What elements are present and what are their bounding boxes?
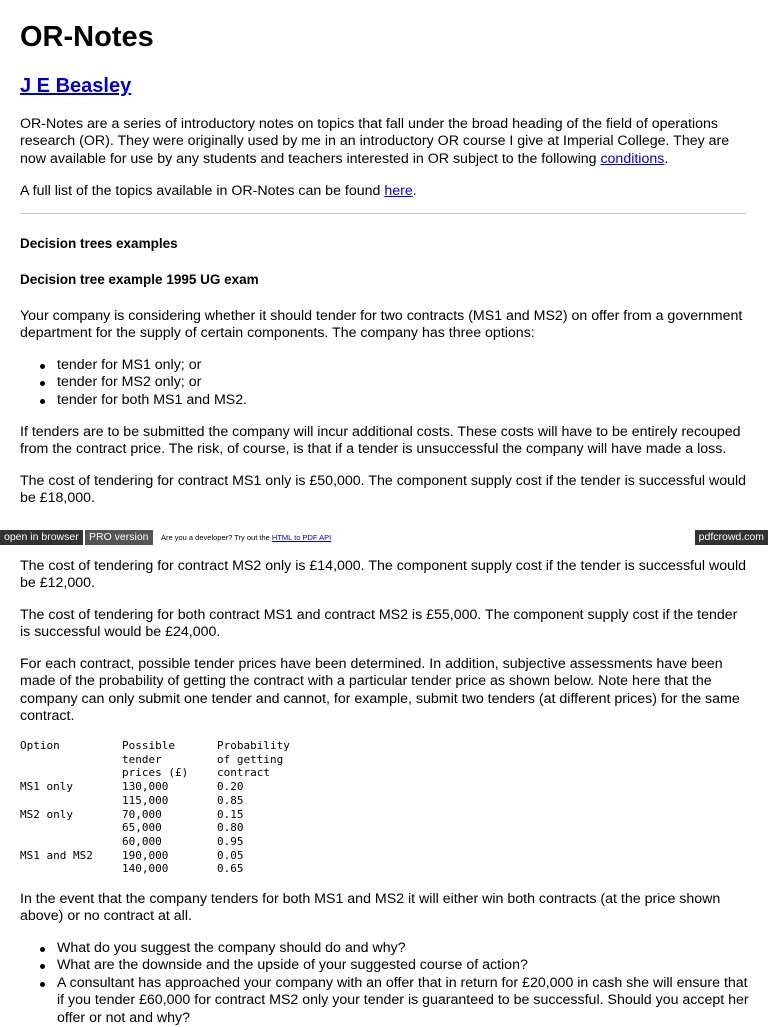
table-cell: MS2 only — [20, 807, 73, 821]
table-cell: MS1 only — [20, 780, 73, 794]
tender-table — [20, 739, 337, 876]
intro-paragraph — [20, 116, 750, 168]
table-header-cell — [20, 766, 122, 780]
table-cell: MS1 and MS2 — [20, 848, 93, 862]
table-cell: 190,000 — [122, 848, 169, 862]
table-cell: 60,000 — [122, 834, 162, 848]
table-header-cell: Possible — [122, 739, 175, 752]
pdfcrowd-bar — [0, 530, 768, 545]
costs-paragraph: If tenders are to be submitted the company will incur additional costs. These costs will have to be entirely recouped from the contract price. The risk, of course, is that if a tender is unsuccessful the company will have made a loss. — [20, 424, 741, 458]
list-item-text: tender for MS1 only; or — [57, 357, 202, 373]
bullet-icon — [40, 364, 45, 369]
table-cell: 65,000 — [122, 821, 162, 835]
ms2-cost-paragraph: The cost of tendering for contract MS2 only is £14,000. The component supply cost if the tender is successful would be £12,000. — [20, 558, 747, 592]
here-link[interactable]: here — [384, 183, 413, 199]
table-header-cell: prices (£) — [122, 766, 189, 780]
pdfcrowd-brand-button[interactable]: pdfcrowd.com — [695, 530, 768, 545]
table-cell: 0.85 — [217, 793, 244, 807]
list-item — [20, 940, 750, 957]
table-header-cell — [20, 753, 122, 767]
developer-note-text: Are you a developer? Try out the — [161, 533, 272, 542]
list-item — [20, 957, 750, 974]
section-heading: Decision trees examples — [20, 236, 178, 251]
table-cell — [20, 835, 122, 849]
topics-text-end: . — [412, 183, 417, 199]
topics-paragraph — [20, 183, 750, 200]
table-cell — [20, 794, 122, 808]
intro-problem-paragraph: Your company is considering whether it should tender for two contracts (MS1 and MS2) on offer from a government department for the supply of certain components. The company has three options: — [20, 308, 743, 342]
author-link[interactable]: J E Beasley — [20, 75, 132, 97]
table-cell: 0.95 — [217, 834, 244, 848]
table-cell — [20, 821, 122, 835]
list-item — [20, 374, 750, 391]
list-item-text: What are the downside and the upside of your suggested course of action? — [57, 957, 528, 974]
html-to-pdf-link[interactable]: HTML to PDF API — [271, 533, 332, 542]
list-item-text: What do you suggest the company should do and why? — [57, 940, 406, 956]
table-cell: 0.65 — [217, 862, 244, 876]
table-cell: 0.20 — [217, 780, 244, 794]
pro-version-button[interactable]: PRO version — [85, 530, 153, 545]
table-header-cell: tender — [122, 752, 162, 766]
topics-text: A full list of the topics available in OR-Notes can be found — [20, 183, 385, 199]
tender-prices-paragraph: For each contract, possible tender prices have been determined. In addition, subjective assessments have been made of the probability of getting the contract with a particular tender price as shown below. Note here that the company can only submit one tender and cannot, for example, submit two tenders (at different prices) for the same contract. — [20, 656, 740, 725]
bullet-icon — [40, 947, 45, 952]
list-item — [20, 975, 750, 1027]
both-contracts-paragraph: In the event that the company tenders for both MS1 and MS2 it will either win both contracts (at the price shown above) or no contract at all. — [20, 891, 721, 925]
ms1-cost-paragraph: The cost of tendering for contract MS1 only is £50,000. The component supply cost if the tender is successful would be £18,000. — [20, 473, 747, 507]
list-item — [20, 357, 750, 374]
both-cost-paragraph: The cost of tendering for both contract MS1 and contract MS2 is £55,000. The component supply cost if the tender is successful would be £24,000. — [20, 607, 738, 641]
list-item-text: tender for both MS1 and MS2. — [57, 391, 248, 408]
author-heading — [20, 73, 131, 99]
table-cell — [20, 862, 122, 876]
table-cell: 0.05 — [217, 848, 244, 862]
bullet-icon — [40, 399, 45, 404]
open-in-browser-button[interactable]: open in browser — [0, 530, 83, 545]
example-heading: Decision tree example 1995 UG exam — [20, 272, 259, 287]
bullet-icon — [40, 982, 45, 987]
table-cell: 130,000 — [122, 780, 169, 794]
table-header-cell: Option — [20, 739, 60, 752]
bullet-icon — [40, 964, 45, 969]
table-cell: 0.80 — [217, 821, 244, 835]
list-item-text: tender for MS2 only; or — [57, 374, 202, 391]
list-item-text: A consultant has approached your company with an offer that in return for £20,000 in cash she will ensure that if you tender £60,000 for contract MS2 only your tender is guaranteed to be successful. Should you accept her offer or not and why? — [57, 974, 749, 1026]
table-cell: 140,000 — [122, 862, 169, 876]
intro-text-end: . — [664, 150, 669, 167]
developer-note — [161, 531, 331, 544]
table-cell: 115,000 — [122, 793, 169, 807]
list-item — [20, 392, 750, 409]
intro-text: OR-Notes are a series of introductory notes on topics that fall under the broad heading of the field of operations research (OR). They were originally used by me in an introductory OR course I give at Imperial College. They are now available for use by any students and teachers interested in OR subject to the following — [20, 116, 730, 167]
table-header-cell: contract — [217, 766, 270, 780]
divider — [20, 213, 746, 214]
questions-list — [20, 940, 750, 1027]
table-header-cell: of getting — [217, 752, 284, 766]
bullet-icon — [40, 381, 45, 386]
page-title: OR-Notes — [20, 21, 154, 53]
table-cell: 0.15 — [217, 807, 244, 821]
table-cell: 70,000 — [122, 807, 162, 821]
table-header-cell: Probability — [217, 739, 290, 752]
conditions-link[interactable]: conditions — [600, 150, 665, 167]
options-list — [20, 357, 750, 409]
